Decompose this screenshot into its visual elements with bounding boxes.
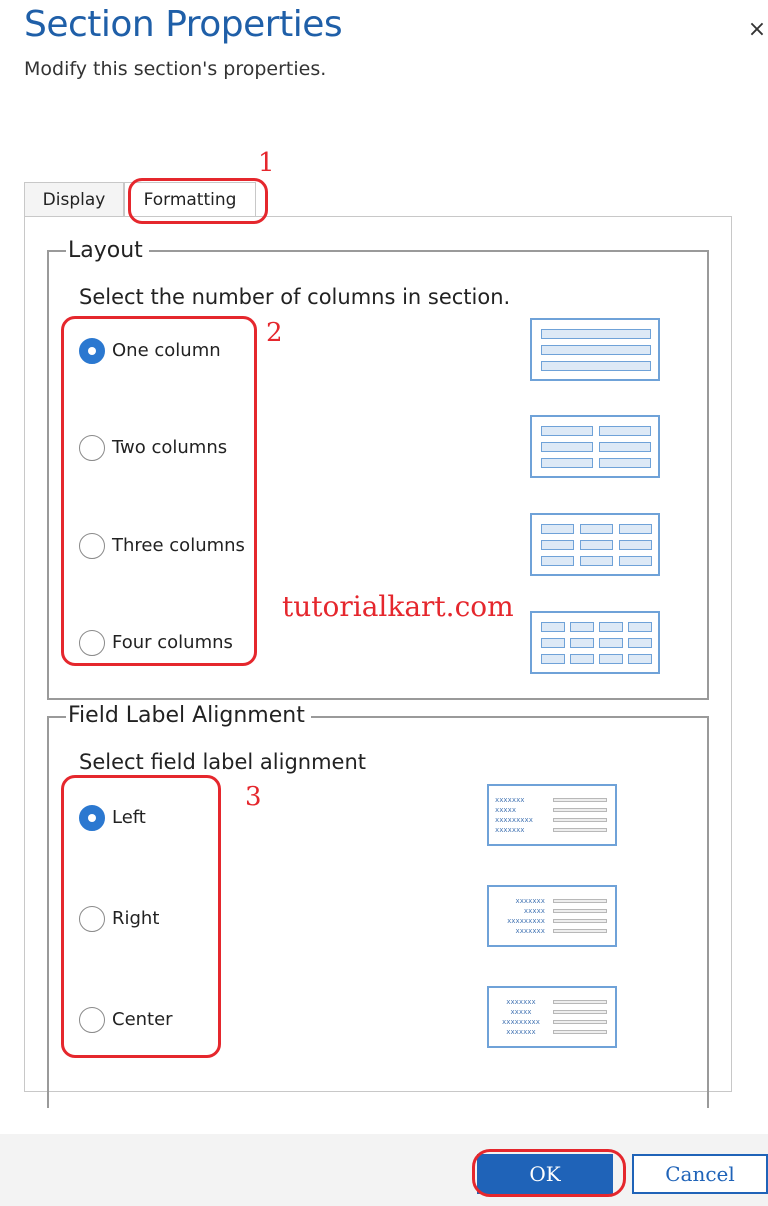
callout-columns-highlight [61, 316, 257, 666]
placeholder-label: xxxxxxxxx [502, 1018, 540, 1026]
placeholder-label: xxxxxxx [506, 998, 536, 1006]
radio-align-center-label: Center [112, 1009, 173, 1030]
four-columns-preview [530, 611, 660, 674]
alignment-hint: Select field label alignment [79, 750, 367, 774]
preview-bar [580, 540, 613, 550]
placeholder-field [553, 828, 607, 832]
placeholder-label: xxxxx [495, 806, 517, 814]
watermark-text: tutorialkart.com [282, 590, 514, 623]
placeholder-field [553, 1010, 607, 1014]
placeholder-label: xxxxxxxxx [507, 917, 545, 925]
preview-bar [599, 638, 623, 648]
preview-bar [570, 622, 594, 632]
preview-bar [541, 426, 593, 436]
one-column-preview [530, 318, 660, 381]
callout-tab-highlight [128, 178, 268, 224]
layout-hint: Select the number of columns in section. [79, 285, 511, 309]
preview-bar [541, 524, 574, 534]
radio-align-left-label: Left [112, 807, 146, 828]
callout-alignment-highlight [61, 775, 221, 1058]
radio-four-columns-label: Four columns [112, 632, 233, 653]
preview-bar [599, 458, 651, 468]
cancel-button[interactable]: Cancel [632, 1154, 768, 1194]
two-columns-preview [530, 415, 660, 478]
align-center-preview [487, 986, 617, 1048]
preview-bar [570, 638, 594, 648]
preview-bar [541, 458, 593, 468]
preview-bar [628, 622, 652, 632]
ok-button[interactable]: OK [477, 1154, 613, 1194]
preview-bar [580, 556, 613, 566]
placeholder-field [553, 929, 607, 933]
preview-bar [541, 654, 565, 664]
radio-three-columns-label: Three columns [112, 535, 245, 556]
placeholder-field [553, 909, 607, 913]
preview-bar [628, 654, 652, 664]
tab-display[interactable]: Display [24, 182, 124, 218]
placeholder-label: xxxxxxx [495, 826, 525, 834]
radio-two-columns-label: Two columns [112, 437, 228, 458]
callout-number-2: 2 [266, 318, 283, 348]
callout-number-1: 1 [258, 148, 275, 178]
tab-formatting[interactable]: Formatting [124, 182, 256, 219]
dialog-subtitle: Modify this section's properties. [24, 58, 327, 80]
preview-bar [541, 540, 574, 550]
placeholder-field [553, 919, 607, 923]
preview-bar [628, 638, 652, 648]
callout-number-3: 3 [245, 782, 262, 812]
preview-bar [541, 361, 651, 371]
placeholder-field [553, 1000, 607, 1004]
preview-bar [599, 622, 623, 632]
radio-one-column-label: One column [112, 340, 221, 361]
placeholder-field [553, 1020, 607, 1024]
align-left-preview [487, 784, 617, 846]
align-right-preview [487, 885, 617, 947]
preview-bar [541, 556, 574, 566]
placeholder-field [553, 899, 607, 903]
placeholder-label: xxxxxxx [495, 796, 525, 804]
placeholder-field [553, 808, 607, 812]
preview-bar [619, 556, 652, 566]
placeholder-label: xxxxxxx [515, 927, 545, 935]
placeholder-label: xxxxx [523, 907, 545, 915]
preview-bar [541, 622, 565, 632]
preview-bar [619, 540, 652, 550]
placeholder-label: xxxxx [510, 1008, 532, 1016]
placeholder-label: xxxxxxx [506, 1028, 536, 1036]
preview-bar [541, 329, 651, 339]
placeholder-field [553, 798, 607, 802]
close-icon[interactable]: × [747, 17, 767, 42]
preview-bar [570, 654, 594, 664]
preview-bar [541, 345, 651, 355]
preview-bar [599, 442, 651, 452]
alignment-legend: Field Label Alignment [66, 703, 311, 728]
placeholder-field [553, 818, 607, 822]
three-columns-preview [530, 513, 660, 576]
preview-bar [541, 638, 565, 648]
preview-bar [580, 524, 613, 534]
radio-align-right-label: Right [112, 908, 160, 929]
dialog-title: Section Properties [24, 4, 343, 45]
placeholder-label: xxxxxxxxx [495, 816, 533, 824]
callout-ok-highlight [472, 1149, 626, 1197]
layout-legend: Layout [66, 238, 149, 263]
placeholder-field [553, 1030, 607, 1034]
preview-bar [541, 442, 593, 452]
preview-bar [599, 654, 623, 664]
placeholder-label: xxxxxxx [515, 897, 545, 905]
preview-bar [599, 426, 651, 436]
preview-bar [619, 524, 652, 534]
